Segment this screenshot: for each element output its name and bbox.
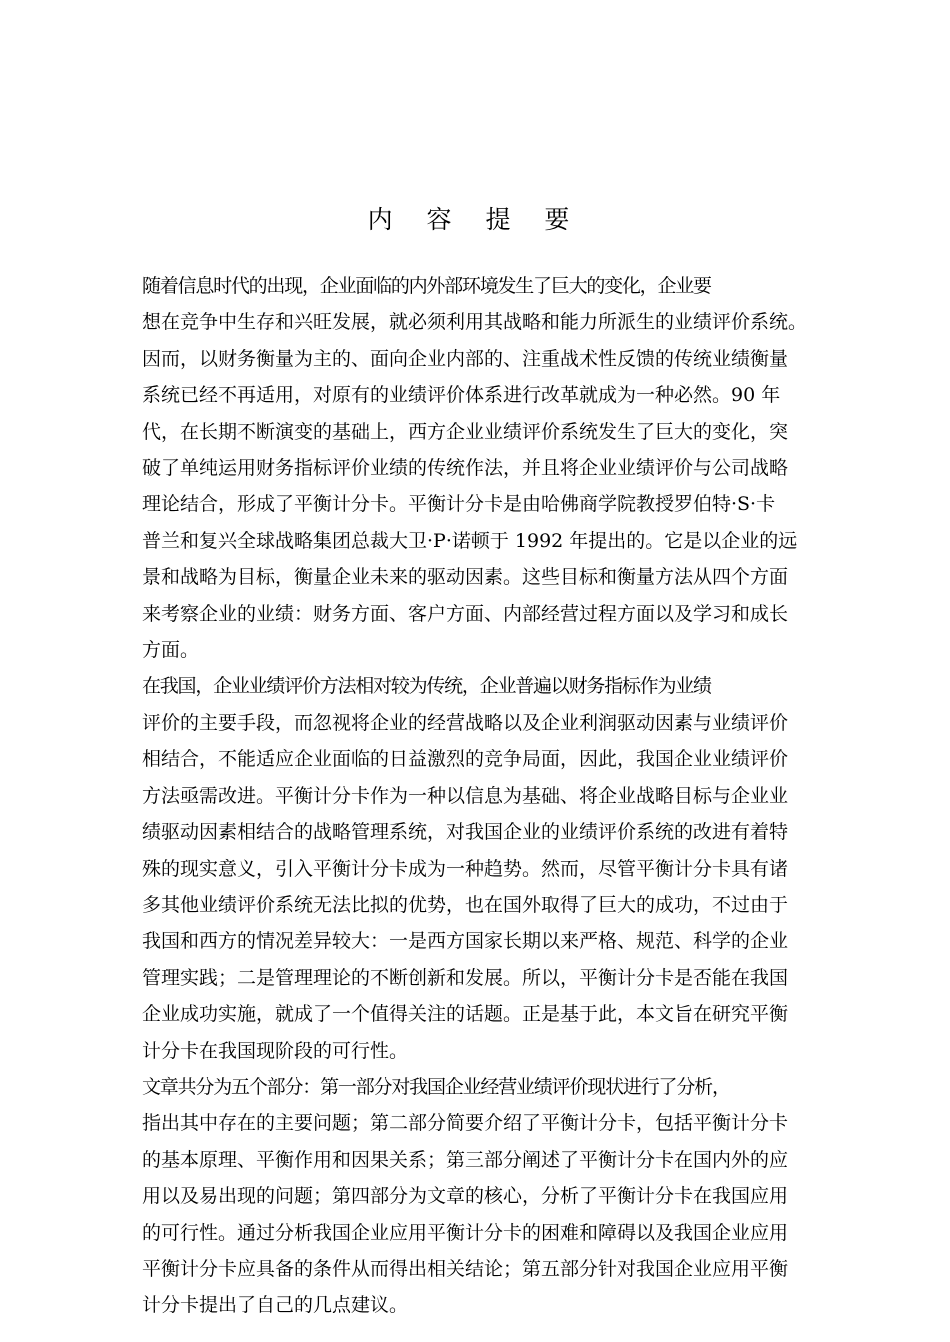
paragraph-line: 相结合，不能适应企业面临的日益激烈的竞争局面，因此，我国企业业绩评价 — [142, 748, 789, 771]
paragraph-line: 殊的现实意义，引入平衡计分卡成为一种趋势。然而，尽管平衡计分卡具有诸 — [142, 857, 789, 880]
paragraph-line: 的可行性。通过分析我国企业应用平衡计分卡的困难和障碍以及我国企业应用 — [142, 1221, 789, 1244]
paragraph-line: 绩驱动因素相结合的战略管理系统，对我国企业的业绩评价系统的改进有着特 — [142, 821, 789, 844]
page-title: 内 容 提 要 — [367, 205, 583, 234]
paragraph-line: 用以及易出现的问题；第四部分为文章的核心，分析了平衡计分卡在我国应用 — [142, 1185, 789, 1208]
paragraph-line: 文章共分为五个部分：第一部分对我国企业经营业绩评价现状进行了分析， — [142, 1075, 730, 1098]
paragraph-line: 代，在长期不断演变的基础上，西方企业业绩评价系统发生了巨大的变化，突 — [142, 420, 789, 443]
paragraph-line: 方面。 — [142, 639, 200, 662]
paragraph-line: 多其他业绩评价系统无法比拟的优势，也在国外取得了巨大的成功，不过由于 — [142, 893, 789, 916]
abstract-paragraph — [104, 668, 848, 1068]
paragraph-line: 普兰和复兴全球战略集团总裁大卫·P·诺顿于 1992 年提出的。它是以企业的远 — [142, 529, 798, 552]
paragraph-line: 随着信息时代的出现，企业面临的内外部环境发生了巨大的变化，企业要 — [142, 275, 711, 297]
paragraph-line: 来考察企业的业绩：财务方面、客户方面、内部经营过程方面以及学习和成长 — [142, 602, 789, 625]
paragraph-line: 景和战略为目标，衡量企业未来的驱动因素。这些目标和衡量方法从四个方面 — [142, 566, 789, 589]
paragraph-line: 计分卡提出了自己的几点建议。 — [142, 1294, 409, 1317]
abstract-body — [104, 268, 848, 1324]
paragraph-line: 在我国，企业业绩评价方法相对较为传统，企业普遍以财务指标作为业绩 — [142, 675, 711, 698]
paragraph-line: 系统已经不再适用，对原有的业绩评价体系进行改革就成为一种必然。90 年 — [142, 384, 781, 407]
paragraph-line: 平衡计分卡应具备的条件从而得出相关结论；第五部分针对我国企业应用平衡 — [142, 1257, 789, 1280]
paragraph-line: 方法亟需改进。平衡计分卡作为一种以信息为基础、将企业战略目标与企业业 — [142, 784, 789, 807]
paragraph-line: 计分卡在我国现阶段的可行性。 — [142, 1039, 409, 1062]
paragraph-line: 指出其中存在的主要问题；第二部分简要介绍了平衡计分卡，包括平衡计分卡 — [142, 1112, 789, 1135]
paragraph-line: 管理实践；二是管理理论的不断创新和发展。所以，平衡计分卡是否能在我国 — [142, 966, 789, 989]
paragraph-line: 的基本原理、平衡作用和因果关系；第三部分阐述了平衡计分卡在国内外的应 — [142, 1148, 789, 1171]
paragraph-line: 破了单纯运用财务指标评价业绩的传统作法，并且将企业业绩评价与公司战略 — [142, 457, 789, 480]
paragraph-line: 想在竞争中生存和兴旺发展，就必须利用其战略和能力所派生的业绩评价系统。 — [142, 311, 808, 334]
paragraph-line: 企业成功实施，就成了一个值得关注的话题。正是基于此，本文旨在研究平衡 — [142, 1003, 789, 1026]
abstract-paragraph — [104, 1069, 848, 1324]
paragraph-line: 因而，以财务衡量为主的、面向企业内部的、注重战术性反馈的传统业绩衡量 — [142, 347, 789, 370]
paragraph-line: 理论结合，形成了平衡计分卡。平衡计分卡是由哈佛商学院教授罗伯特·S·卡 — [142, 493, 776, 516]
paragraph-line: 评价的主要手段，而忽视将企业的经营战略以及企业利润驱动因素与业绩评价 — [142, 711, 789, 734]
abstract-paragraph — [104, 268, 848, 668]
paragraph-line: 我国和西方的情况差异较大：一是西方国家长期以来严格、规范、科学的企业 — [142, 930, 789, 953]
